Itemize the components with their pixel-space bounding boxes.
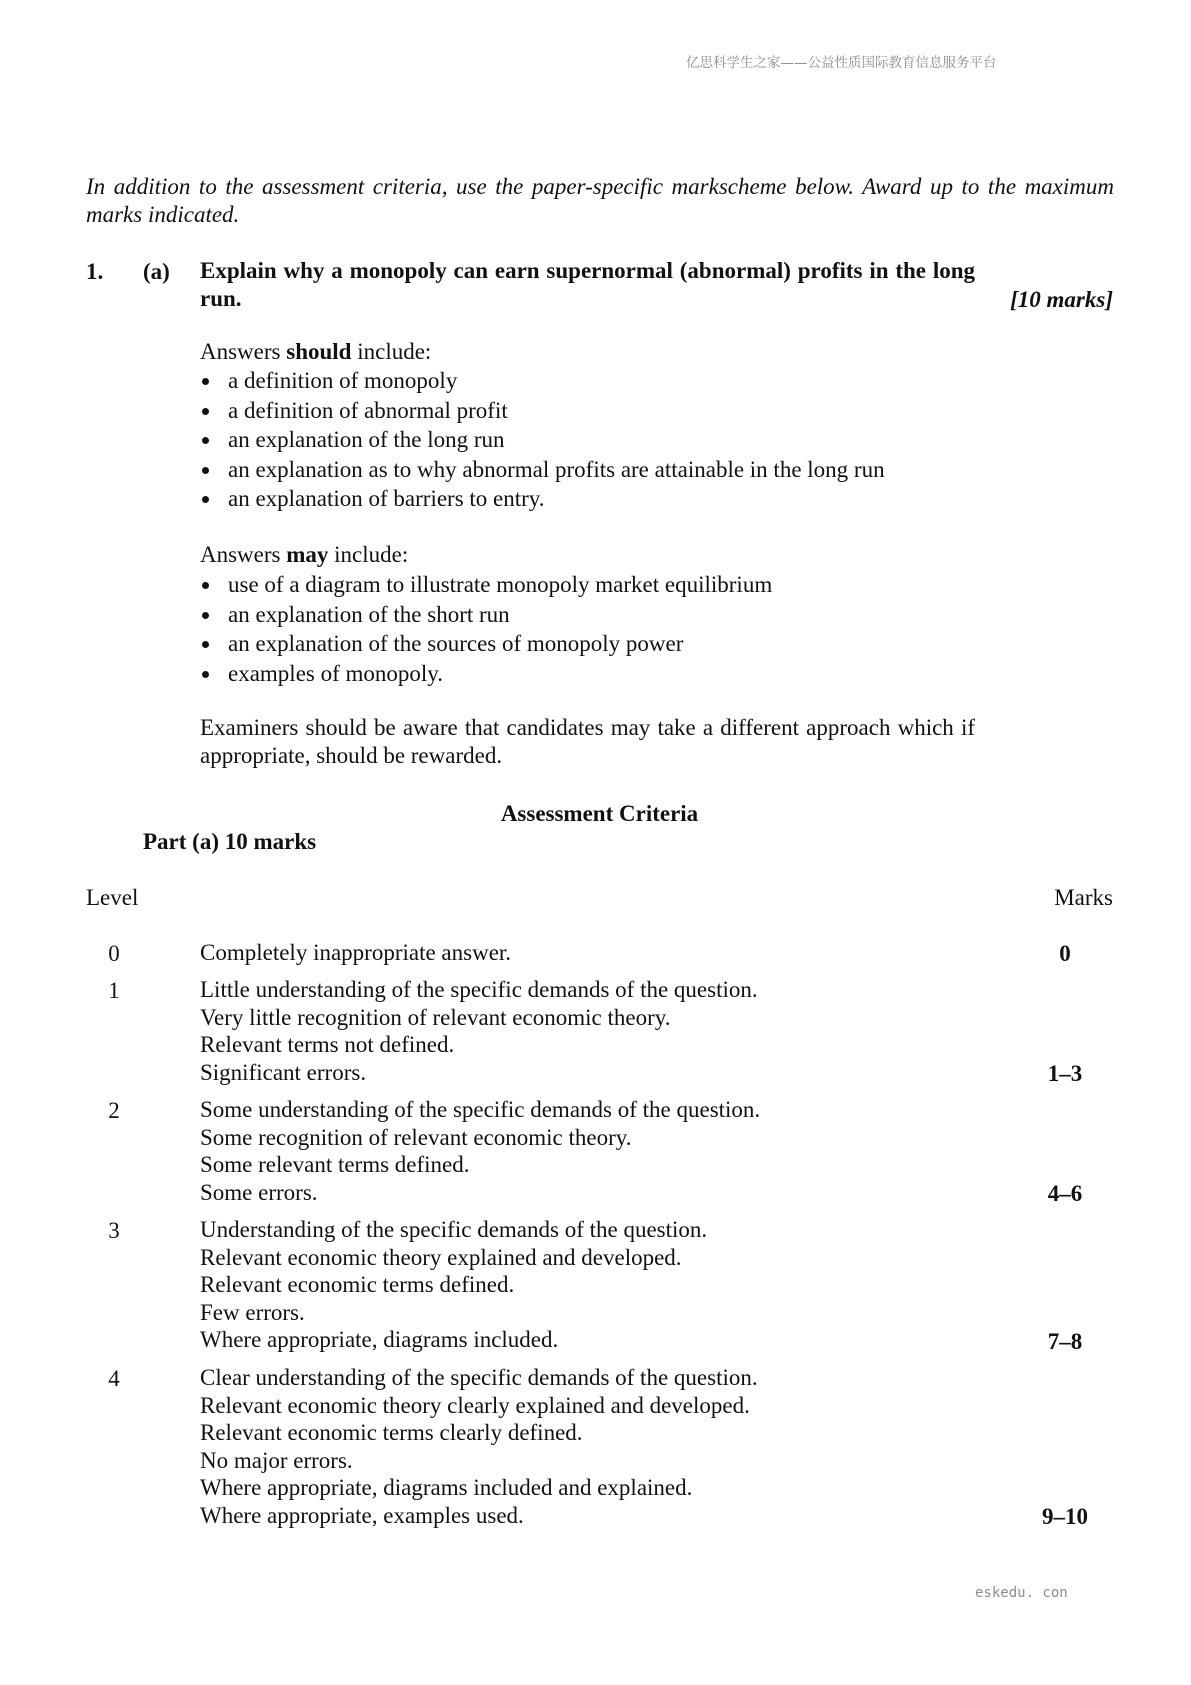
list-item-text: an explanation of the short run [228, 601, 510, 627]
criteria-line: Significant errors. [200, 1059, 367, 1085]
criteria-line: Few errors. [200, 1299, 305, 1325]
level-number: 3 [108, 1218, 120, 1243]
question-text: Explain why a monopoly can earn supernormal (abnormal) profits in the long run. [200, 258, 975, 311]
level-marks: 9–10 [1042, 1504, 1088, 1529]
list-item [200, 425, 1020, 455]
list-item-text: a definition of abnormal profit [228, 397, 508, 423]
list-item [200, 455, 1020, 485]
level-marks: 7–8 [1047, 1329, 1083, 1354]
level-description [200, 939, 940, 967]
criteria-line: Where appropriate, diagrams included. [200, 1327, 559, 1352]
header-watermark: 亿思科学生之家——公益性质国际教育信息服务平台 [686, 55, 997, 71]
may-prefix: Answers [200, 542, 287, 567]
level-marks: 1–3 [1047, 1061, 1083, 1086]
should-prefix: Answers [200, 339, 287, 364]
list-item [200, 366, 1020, 396]
list-item-text: examples of monopoly. [228, 660, 444, 686]
bullet-icon [202, 408, 209, 415]
may-emphasis: may [286, 542, 329, 567]
level-description [200, 1216, 940, 1354]
list-item [200, 484, 1020, 514]
criteria-line: Where appropriate, examples used. [200, 1502, 524, 1528]
level-number: 1 [108, 978, 120, 1003]
criteria-line: Relevant economic terms defined. [200, 1272, 515, 1297]
assessment-criteria-title: Assessment Criteria [500, 801, 699, 826]
may-include-heading [200, 540, 408, 569]
criteria-line: Relevant terms not defined. [200, 1032, 455, 1057]
level-number: 0 [108, 941, 120, 966]
bullet-icon [202, 496, 209, 503]
level-column-header: Level [86, 885, 139, 910]
examiners-note: Examiners should be aware that candidates may take a different approach which if appropriate, should be rewarded. [200, 715, 975, 768]
should-suffix: include: [351, 339, 432, 364]
list-item-text: use of a diagram to illustrate monopoly market equilibrium [228, 572, 773, 597]
bullet-icon [202, 671, 209, 678]
intro-instructions: In addition to the assessment criteria, use the paper-specific markscheme below. Award up to the maximum marks indicated. [86, 174, 1114, 227]
level-number: 4 [108, 1366, 120, 1391]
criteria-line: Where appropriate, diagrams included and explained. [200, 1475, 693, 1500]
criteria-line: Some understanding of the specific demands of the question. [200, 1097, 761, 1122]
criteria-line: Relevant economic theory explained and developed. [200, 1244, 682, 1270]
bullet-icon [202, 378, 209, 385]
criteria-line: No major errors. [200, 1447, 353, 1473]
list-item [200, 570, 1020, 600]
criteria-line: Understanding of the specific demands of the question. [200, 1217, 708, 1242]
criteria-line: Some relevant terms defined. [200, 1152, 470, 1177]
criteria-line: Relevant economic terms clearly defined. [200, 1420, 583, 1445]
should-include-heading [200, 337, 431, 366]
criteria-line: Relevant economic theory clearly explained and developed. [200, 1392, 750, 1418]
part-title: Part (a) 10 marks [143, 829, 317, 854]
bullet-icon [202, 612, 209, 619]
list-item [200, 629, 1020, 659]
level-number: 2 [108, 1098, 120, 1123]
criteria-line: Some recognition of relevant economic theory. [200, 1124, 632, 1150]
bullet-icon [202, 641, 209, 648]
should-emphasis: should [286, 339, 352, 364]
list-item-text: a definition of monopoly [228, 368, 458, 393]
question-part: (a) [143, 259, 170, 284]
list-item-text: an explanation of the long run [228, 427, 505, 452]
list-item [200, 396, 1020, 426]
may-suffix: include: [328, 542, 409, 567]
bullet-icon [202, 467, 209, 474]
bullet-icon [202, 582, 209, 589]
list-item [200, 659, 1020, 689]
list-item-text: an explanation of barriers to entry. [228, 486, 545, 511]
level-marks: 4–6 [1047, 1181, 1083, 1206]
marks-column-header: Marks [1054, 885, 1113, 910]
list-item-text: an explanation of the sources of monopoly power [228, 631, 684, 656]
level-marks: 0 [1059, 941, 1071, 966]
criteria-line: Clear understanding of the specific demands of the question. [200, 1365, 758, 1390]
should-include-list [200, 366, 1020, 514]
criteria-line: Very little recognition of relevant economic theory. [200, 1004, 671, 1030]
question-number: 1. [86, 259, 104, 284]
level-description [200, 1096, 940, 1206]
may-include-list [200, 570, 1020, 688]
list-item-text: an explanation as to why abnormal profits are attainable in the long run [228, 456, 885, 482]
level-description [200, 976, 940, 1086]
level-description [200, 1364, 940, 1529]
footer-watermark: eskedu. con [975, 1585, 1068, 1601]
criteria-line: Little understanding of the specific demands of the question. [200, 977, 758, 1002]
list-item [200, 600, 1020, 630]
bullet-icon [202, 437, 209, 444]
question-marks: [10 marks] [1010, 287, 1113, 312]
criteria-line: Some errors. [200, 1179, 318, 1205]
criteria-line: Completely inappropriate answer. [200, 940, 512, 965]
